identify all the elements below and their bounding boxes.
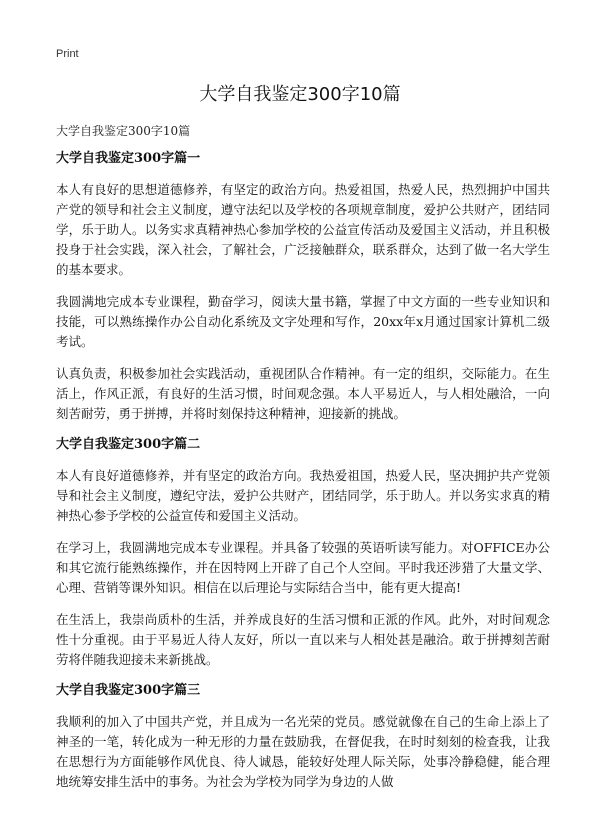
section-1 xyxy=(56,150,550,424)
paragraph: 我圆满地完成本专业课程，勤奋学习，阅读大量书籍，掌握了中文方面的一些专业知识和技能，可以熟练操作办公自动化系统及文字处理和写作，20xx年x月通过国家计算机二级考试。 xyxy=(56,294,550,349)
section-heading: 大学自我鉴定300字篇三 xyxy=(56,683,201,698)
paragraph: 在生活上，我崇尚质朴的生活，并养成良好的生活习惯和正派的作风。此外，对时间观念性十分重视。由于平易近人待人友好，所以一直以来与人相处甚是融洽。敢于拼搏刻苦耐劳将伴随我迎接未来新挑战。 xyxy=(56,612,550,667)
document-body xyxy=(56,150,550,804)
section-2 xyxy=(56,436,550,670)
paragraph: 认真负责，积极参加社会实践活动，重视团队合作精神。有一定的组织，交际能力。在生活上，作风正派，有良好的生活习惯，时间观念强。本人平易近人，与人相处融洽，一向刻苦耐劳，勇于拼搏，并将时刻保持这种精神，迎接新的挑战。 xyxy=(56,366,550,421)
paragraph: 我顺利的加入了中国共产党，并且成为一名光荣的党员。感觉就像在自己的生命上添上了神圣的一笔，转化成为一种无形的力量在鼓励我，在督促我，在时时刻刻的检查我，让我在思想行为方面能够作风优良、待人诚恳，能较好处理人际关际，处事冷静稳健，能合理地统筹安排生活中的事务。为社会为学校为同学为身边的人做 xyxy=(56,714,550,789)
paragraph: 本人有良好的思想道德修养，有坚定的政治方向。热爱祖国，热爱人民，热烈拥护中国共产党的领导和社会主义制度，遵守法纪以及学校的各项规章制度，爱护公共财产，团结同学，乐于助人。以务实求真精神热心参加学校的公益宣传活动及爱国主义活动，并且积极投身于社会实践，深入社会，了解社会，广泛接触群众，联系群众，达到了做一名大学生的基本要求。 xyxy=(56,182,550,277)
section-heading: 大学自我鉴定300字篇一 xyxy=(56,151,201,166)
section-3 xyxy=(56,682,550,792)
section-heading: 大学自我鉴定300字篇二 xyxy=(56,437,201,452)
paragraph: 本人有良好道德修养，并有坚定的政治方向。我热爱祖国，热爱人民，坚决拥护共产党领导和社会主义制度，遵纪守法，爱护公共财产，团结同学，乐于助人。并以务实求真的精神热心参予学校的公益宣传和爱国主义活动。 xyxy=(56,468,550,523)
document-title: 大学自我鉴定300字10篇 xyxy=(199,84,401,105)
document-subtitle: 大学自我鉴定300字10篇 xyxy=(56,124,191,138)
paragraph: 在学习上，我圆满地完成本专业课程。并具备了较强的英语听读写能力。对OFFICE办公和其它流行能熟练操作，并在因特网上开辟了自己个人空间。平时我还涉猎了大量文学、心理、营销等课外知识。相信在以后理论与实际结合当中，能有更大提高! xyxy=(56,540,550,595)
print-link[interactable]: Print xyxy=(56,48,79,60)
